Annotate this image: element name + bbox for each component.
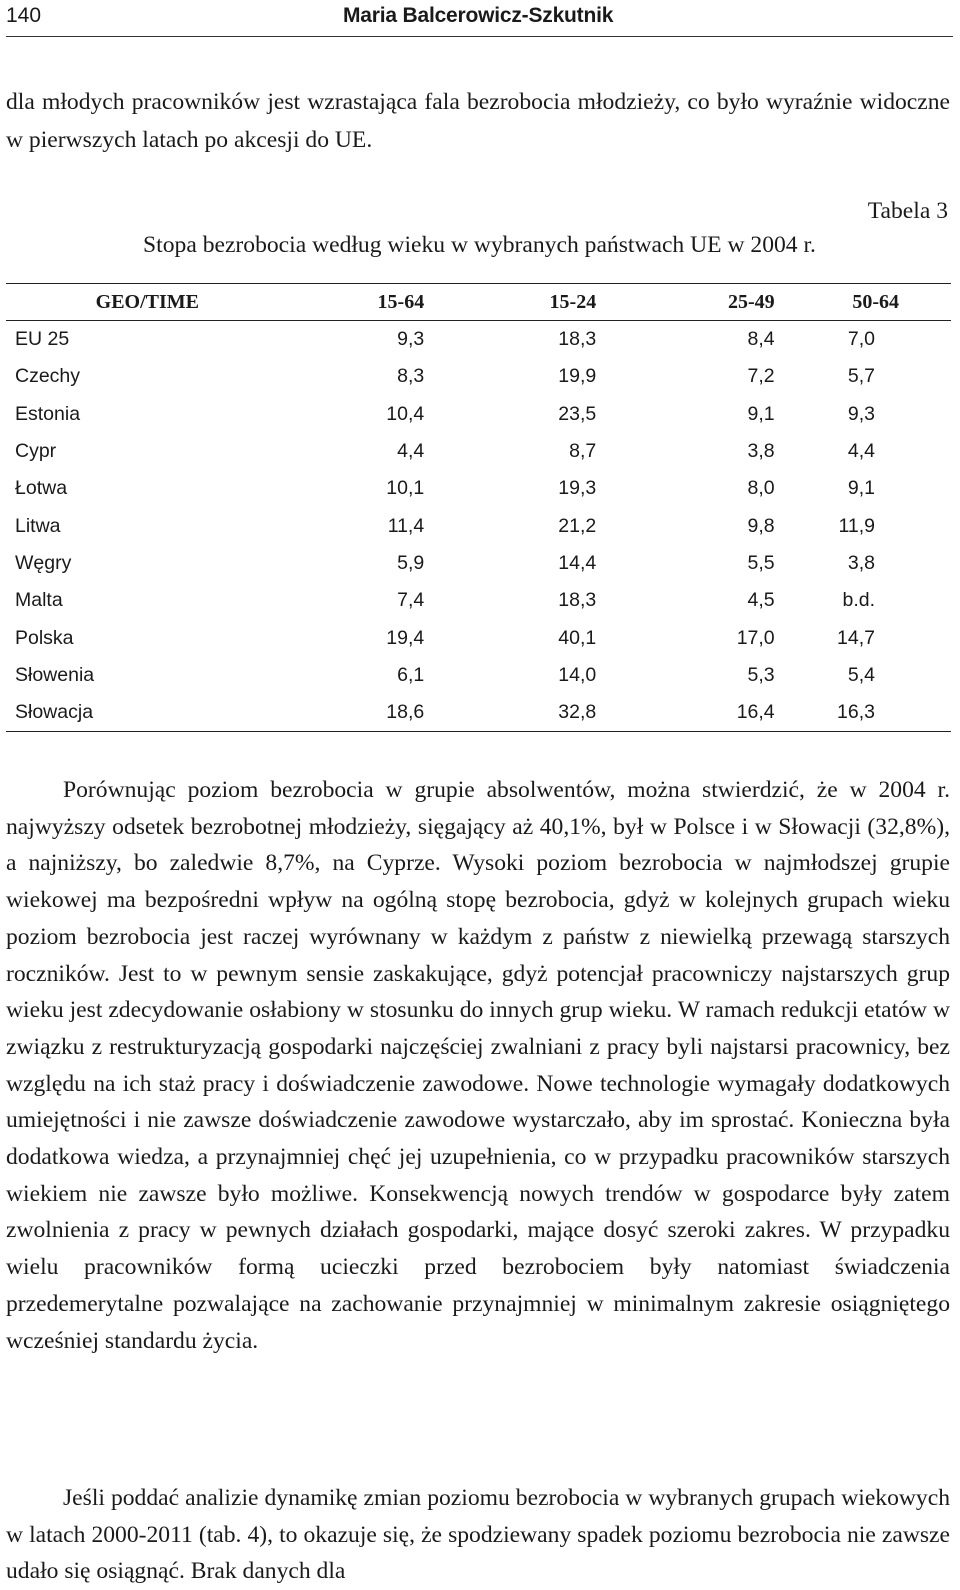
value-cell: 3,8 bbox=[747, 440, 775, 463]
value-cell: 16,4 bbox=[736, 701, 775, 724]
table-row bbox=[6, 433, 951, 470]
value-cell: 14,0 bbox=[558, 663, 597, 686]
value-cell: 19,4 bbox=[386, 626, 425, 649]
table-row bbox=[6, 545, 951, 582]
country-cell: Słowacja bbox=[15, 701, 94, 724]
page-number: 140 bbox=[6, 4, 42, 27]
running-header bbox=[6, 0, 953, 37]
document-page bbox=[6, 0, 953, 1583]
value-cell: 4,4 bbox=[397, 440, 425, 463]
table-row bbox=[6, 507, 951, 544]
value-cell: 9,3 bbox=[847, 402, 875, 425]
country-cell: Węgry bbox=[15, 551, 72, 574]
value-cell: 4,4 bbox=[847, 440, 875, 463]
header-geo-time: GEO/TIME bbox=[6, 284, 259, 321]
value-cell: 14,4 bbox=[558, 551, 597, 574]
value-cell: 18,3 bbox=[558, 589, 597, 612]
value-cell: 5,5 bbox=[747, 551, 775, 574]
country-cell: Słowenia bbox=[15, 663, 95, 686]
value-cell: 23,5 bbox=[558, 402, 597, 425]
header-age-15-64: 15-64 bbox=[259, 284, 425, 321]
table-row bbox=[6, 321, 951, 359]
value-cell: 11,9 bbox=[838, 514, 875, 537]
value-cell: 8,0 bbox=[747, 477, 775, 500]
table-header-row bbox=[6, 284, 951, 321]
running-author: Maria Balcerowicz-Szkutnik bbox=[343, 4, 614, 27]
table-row bbox=[6, 582, 951, 619]
table-title: Stopa bezrobocia według wieku w wybranych państwach UE w 2004 r. bbox=[143, 232, 816, 258]
table-row bbox=[6, 358, 951, 395]
table-row bbox=[6, 619, 951, 656]
table-body bbox=[6, 321, 951, 732]
table-row bbox=[6, 396, 951, 433]
value-cell: 9,1 bbox=[747, 402, 775, 425]
country-cell: EU 25 bbox=[15, 328, 70, 351]
country-cell: Czechy bbox=[15, 365, 81, 388]
value-cell: 5,7 bbox=[847, 365, 875, 388]
country-cell: Estonia bbox=[15, 402, 81, 425]
country-cell: Łotwa bbox=[15, 477, 68, 500]
value-cell: 40,1 bbox=[558, 626, 597, 649]
value-cell: 6,1 bbox=[397, 663, 425, 686]
value-cell: 9,3 bbox=[397, 328, 425, 351]
body-paragraph: Jeśli poddać analizie dynamikę zmian poziomu bezrobocia w wybranych grupach wiekowych w latach 2000-2011 (tab. 4), to okazuje się, że spodziewany spadek poziomu bezrobocia nie zawsze udało się osiągnąć. Brak danych dla bbox=[6, 1485, 950, 1585]
table-row bbox=[6, 470, 951, 507]
value-cell: 9,8 bbox=[747, 514, 775, 537]
value-cell: 3,8 bbox=[847, 551, 875, 574]
value-cell: 16,3 bbox=[837, 701, 875, 724]
value-cell: 17,0 bbox=[736, 626, 775, 649]
value-cell: 5,9 bbox=[397, 551, 425, 574]
value-cell: 32,8 bbox=[558, 701, 597, 724]
value-cell: 5,3 bbox=[747, 663, 775, 686]
country-cell: Polska bbox=[15, 626, 74, 649]
country-cell: Litwa bbox=[15, 514, 61, 537]
value-cell: 7,4 bbox=[397, 589, 425, 612]
header-age-15-24: 15-24 bbox=[424, 284, 596, 321]
value-cell: 19,9 bbox=[558, 365, 597, 388]
table-row bbox=[6, 657, 951, 694]
value-cell: 19,3 bbox=[558, 477, 597, 500]
intro-paragraph: dla młodych pracowników jest wzrastająca fala bezrobocia młodzieży, co było wyraźnie widoczne w pierwszych latach po akcesji do UE. bbox=[6, 89, 950, 153]
value-cell: 11,4 bbox=[387, 514, 425, 537]
value-cell: 18,6 bbox=[386, 701, 425, 724]
value-cell: 9,1 bbox=[847, 477, 875, 500]
unemployment-table bbox=[6, 283, 951, 732]
value-cell: 5,4 bbox=[847, 663, 875, 686]
value-cell: 7,2 bbox=[747, 365, 775, 388]
value-cell: 14,7 bbox=[837, 626, 875, 649]
header-age-50-64: 50-64 bbox=[775, 284, 951, 321]
header-age-25-49: 25-49 bbox=[596, 284, 774, 321]
table-row bbox=[6, 694, 951, 732]
value-cell: 8,3 bbox=[397, 365, 425, 388]
country-cell: Malta bbox=[15, 589, 63, 612]
country-cell: Cypr bbox=[15, 440, 57, 463]
value-cell: 8,4 bbox=[747, 328, 775, 351]
value-cell: 7,0 bbox=[847, 328, 875, 351]
value-cell: 10,1 bbox=[386, 477, 425, 500]
value-cell: 21,2 bbox=[558, 514, 597, 537]
table-label: Tabela 3 bbox=[867, 198, 948, 224]
value-cell: b.d. bbox=[842, 589, 875, 612]
value-cell: 10,4 bbox=[386, 402, 425, 425]
value-cell: 18,3 bbox=[558, 328, 597, 351]
body-paragraph: Porównując poziom bezrobocia w grupie absolwentów, można stwierdzić, że w 2004 r. najwyższy odsetek bezrobotnej młodzieży, sięgający aż 40,1%, był w Polsce i w Słowacji (32,8%), a najniższy, bo zaledwie 8,7%, na Cyprze. Wysoki poziom bezrobocia w najmłodszej grupie wiekowej ma bezpośredni wpływ na ogólną stopę bezrobocia, gdyż w kolejnych grupach wieku poziom bezrobocia jest raczej wyrównany w każdym z państw z niewielką przewagą starszych roczników. Jest to w pewnym sensie zaskakujące, gdyż potencjał pracowniczy najstarszych grup wieku jest zdecydowanie osłabiony w stosunku do innych grup wieku. W ramach redukcji etatów w związku z restrukturyzacją gospodarki najczęściej zwalniani z pracy byli najstarsi pracownicy, bez względu na ich staż pracy i doświadczenie zawodowe. Nowe technologie wymagały dodatkowych umiejętności i nie zawsze doświadczenie zawodowe wystarczało, aby im sprostać. Konieczna była dodatkowa wiedza, a przynajmniej chęć jej uzupełnienia, co w przypadku pracowników starszych wiekiem nie zawsze było możliwe. Konsekwencją nowych trendów w gospodarce były zatem zwolnienia z pracy w pewnych działach gospodarki, mające dosyć szeroki zakres. W przypadku wielu pracowników formą ucieczki przed bezrobociem były natomiast świadczenia przedemerytalne pozwalające na zachowanie przynajmniej w minimalnym zakresie osiągniętego wcześniej standardu życia. bbox=[6, 777, 950, 1354]
value-cell: 4,5 bbox=[747, 589, 775, 612]
value-cell: 8,7 bbox=[569, 440, 597, 463]
